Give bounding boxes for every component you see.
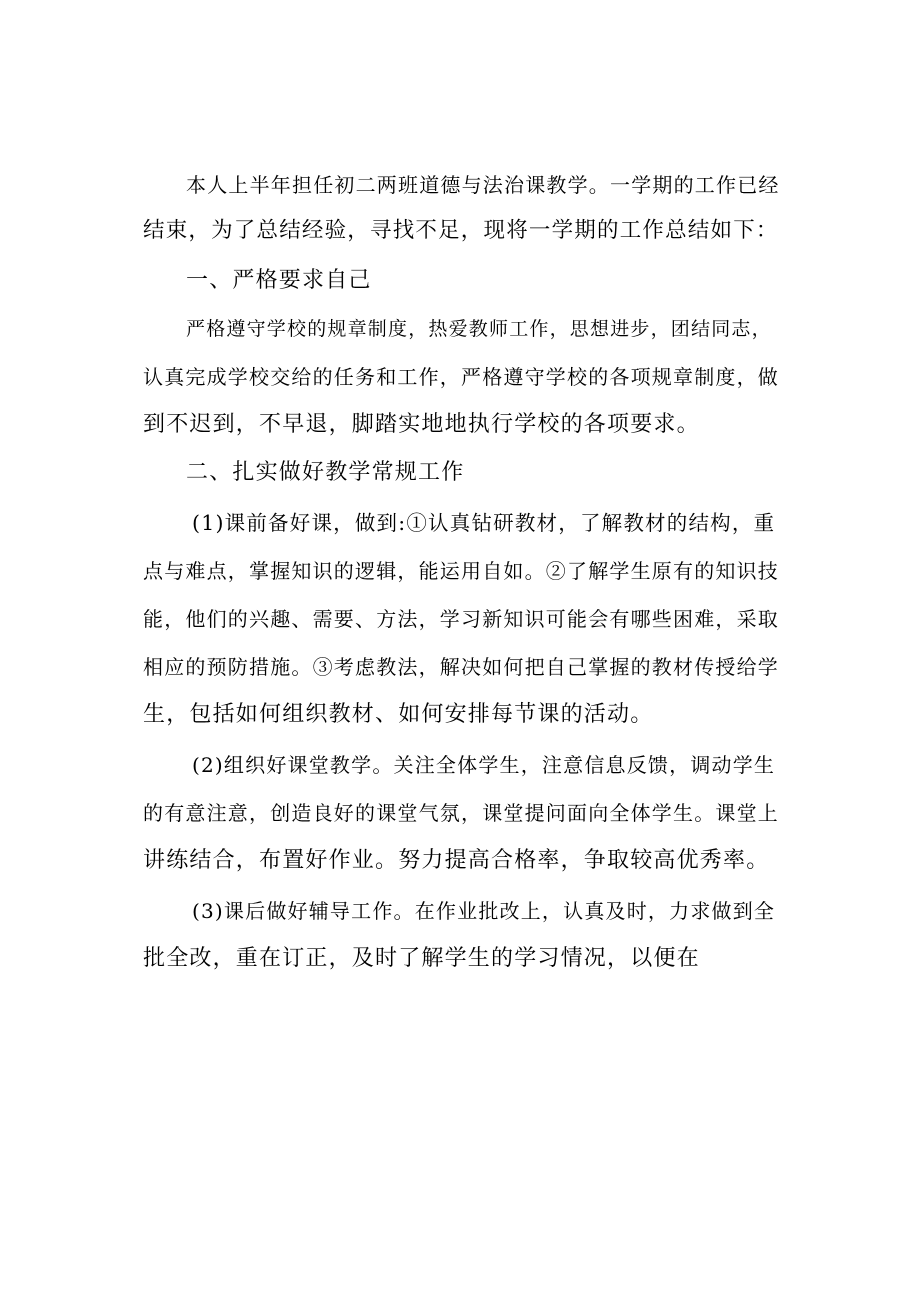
text-line: 相应的预防措施。③考虑教法，解决如何把自己掌握的教材传授给学 xyxy=(143,655,779,679)
text-line: (2)组织好课堂教学。关注全体学生，注意信息反馈，调动学生 xyxy=(192,753,776,777)
text-line: 批全改，重在订正，及时了解学生的学习情况，以便在 xyxy=(143,946,700,971)
text-line: 结束，为了总结经验，寻找不足，现将一学期的工作总结如下： xyxy=(143,218,779,243)
text-line: (1)课前备好课，做到:①认真钻研教材，了解教材的结构，重 xyxy=(192,511,776,535)
section-heading: 二、扎实做好教学常规工作 xyxy=(186,460,465,485)
text-line: 到不迟到，不早退，脚踏实地地执行学校的各项要求。 xyxy=(143,412,700,437)
text-line: 点与难点，掌握知识的逻辑，能运用自如。②了解学生原有的知识技 xyxy=(143,559,779,583)
text-line: 的有意注意，创造良好的课堂气氛，课堂提问面向全体学生。课堂上 xyxy=(143,801,779,825)
section-heading: 一、严格要求自己 xyxy=(186,268,372,293)
text-line: 本人上半年担任初二两班道德与法治课教学。一学期的工作已经 xyxy=(186,173,780,197)
text-line: 生，包括如何组织教材、如何安排每节课的活动。 xyxy=(143,702,654,727)
text-line: (3)课后做好辅导工作。在作业批改上，认真及时，力求做到全 xyxy=(192,899,776,923)
text-line: 讲练结合，布置好作业。努力提高合格率，争取较高优秀率。 xyxy=(143,848,770,873)
text-line: 严格遵守学校的规章制度，热爱教师工作，思想进步，团结同志， xyxy=(186,318,772,340)
text-line: 能，他们的兴趣、需要、方法，学习新知识可能会有哪些困难，采取 xyxy=(143,607,779,631)
text-line: 认真完成学校交给的任务和工作，严格遵守学校的各项规章制度，做 xyxy=(143,365,779,389)
